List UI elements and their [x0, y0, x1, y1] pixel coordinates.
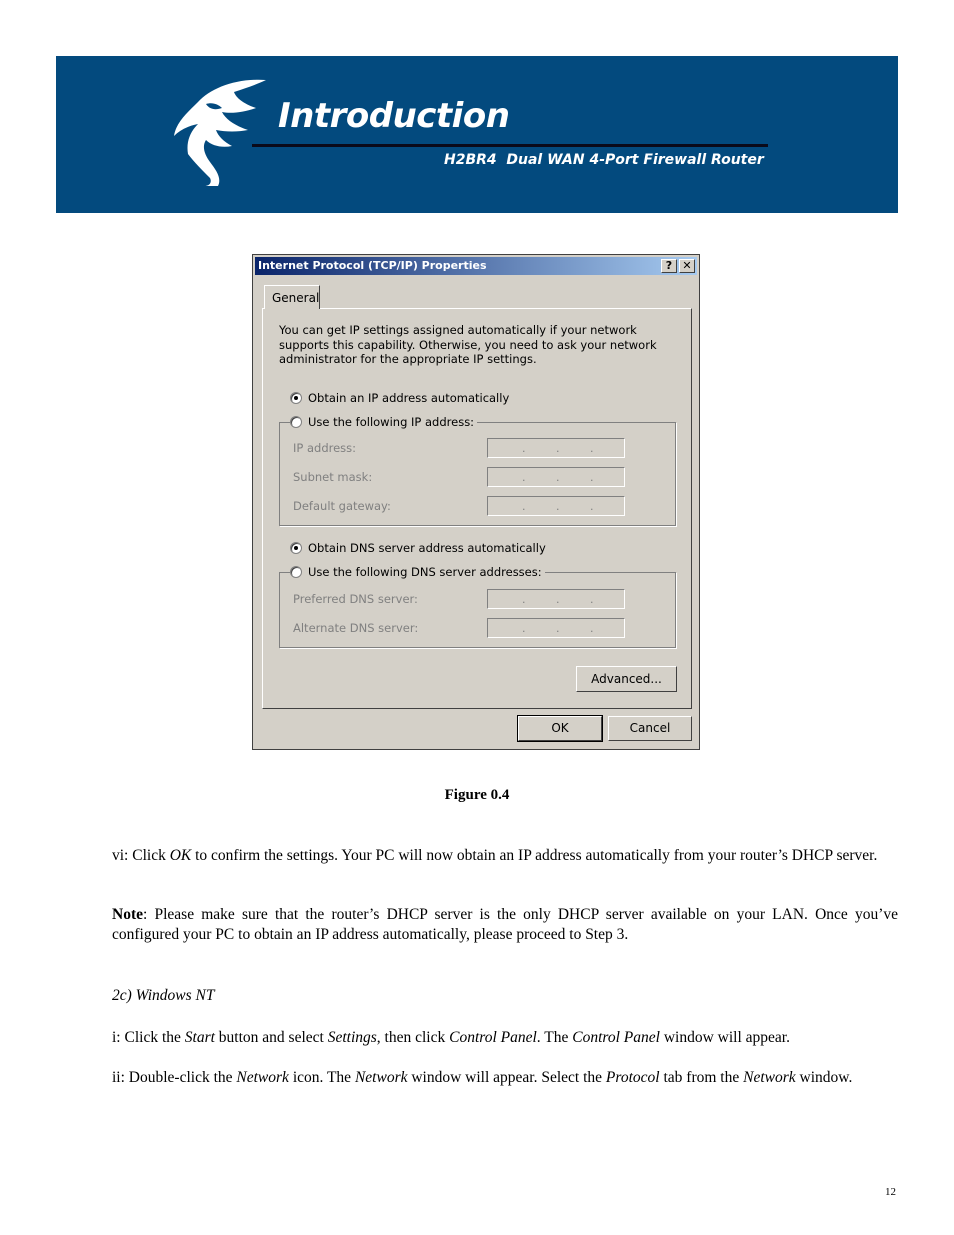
help-icon[interactable]: ?: [661, 259, 677, 273]
preferred-dns-field[interactable]: . . .: [487, 589, 625, 609]
ok-button[interactable]: OK: [518, 716, 602, 741]
section-heading: 2c) Windows NT: [112, 987, 215, 1004]
radio-unselected-icon: [290, 566, 302, 578]
use-dns-label: Use the following DNS server addresses:: [308, 565, 542, 579]
default-gateway-label: Default gateway:: [293, 499, 391, 513]
tcpip-properties-dialog: [252, 254, 700, 750]
dialog-title: Internet Protocol (TCP/IP) Properties: [258, 259, 487, 272]
header-banner: [56, 56, 898, 213]
alternate-dns-field[interactable]: . . .: [487, 618, 625, 638]
use-dns-radio[interactable]: [290, 565, 545, 579]
preferred-dns-label: Preferred DNS server:: [293, 592, 418, 606]
page-number: 12: [885, 1186, 896, 1198]
use-ip-radio[interactable]: [290, 415, 477, 429]
obtain-dns-label: Obtain DNS server address automatically: [308, 541, 546, 555]
ip-address-label: IP address:: [293, 441, 357, 455]
cancel-button[interactable]: Cancel: [608, 716, 692, 741]
default-gateway-field[interactable]: . . .: [487, 496, 625, 516]
use-ip-label: Use the following IP address:: [308, 415, 475, 429]
alternate-dns-label: Alternate DNS server:: [293, 621, 419, 635]
obtain-ip-radio[interactable]: [290, 391, 512, 405]
note-paragraph: Note: Please make sure that the router’s DHCP server is the only DHCP server available on your LAN. Once you’ve configured your PC to obtain an IP address automatically, please proceed to Step 3.: [112, 906, 898, 943]
radio-unselected-icon: [290, 416, 302, 428]
note-label: Note: [112, 906, 143, 923]
banner-subtitle: H2BR4 Dual WAN 4-Port Firewall Router: [444, 152, 764, 168]
dialog-description: You can get IP settings assigned automatically if your network supports this capability. Otherwise, you need to ask your network administrator for the appropriate IP settings.: [279, 323, 657, 366]
radio-selected-icon: [290, 542, 302, 554]
figure-caption: Figure 0.4: [444, 787, 510, 803]
ip-address-field[interactable]: . . .: [487, 438, 625, 458]
step-vi-paragraph: vi: Click OK to confirm the settings. Your PC will now obtain an IP address automatically from your router’s DHCP server.: [112, 847, 878, 864]
obtain-dns-radio[interactable]: [290, 541, 549, 555]
tab-general[interactable]: [264, 285, 320, 309]
tab-general-label: General: [272, 291, 320, 305]
banner-divider: [252, 144, 768, 147]
step-i-paragraph: i: Click the Start button and select Settings, then click Control Panel. The Control Panel window will appear.: [112, 1029, 790, 1046]
subnet-mask-label: Subnet mask:: [293, 470, 373, 484]
obtain-ip-label: Obtain an IP address automatically: [308, 391, 510, 405]
dialog-titlebar[interactable]: [255, 257, 697, 275]
step-ii-paragraph: ii: Double-click the Network icon. The Network window will appear. Select the Protocol tab from the Network window.: [112, 1069, 853, 1086]
advanced-button[interactable]: Advanced...: [576, 666, 677, 692]
subnet-mask-field[interactable]: . . .: [487, 467, 625, 487]
radio-selected-icon: [290, 392, 302, 404]
close-icon[interactable]: ✕: [679, 259, 695, 273]
banner-title: Introduction: [278, 96, 510, 136]
